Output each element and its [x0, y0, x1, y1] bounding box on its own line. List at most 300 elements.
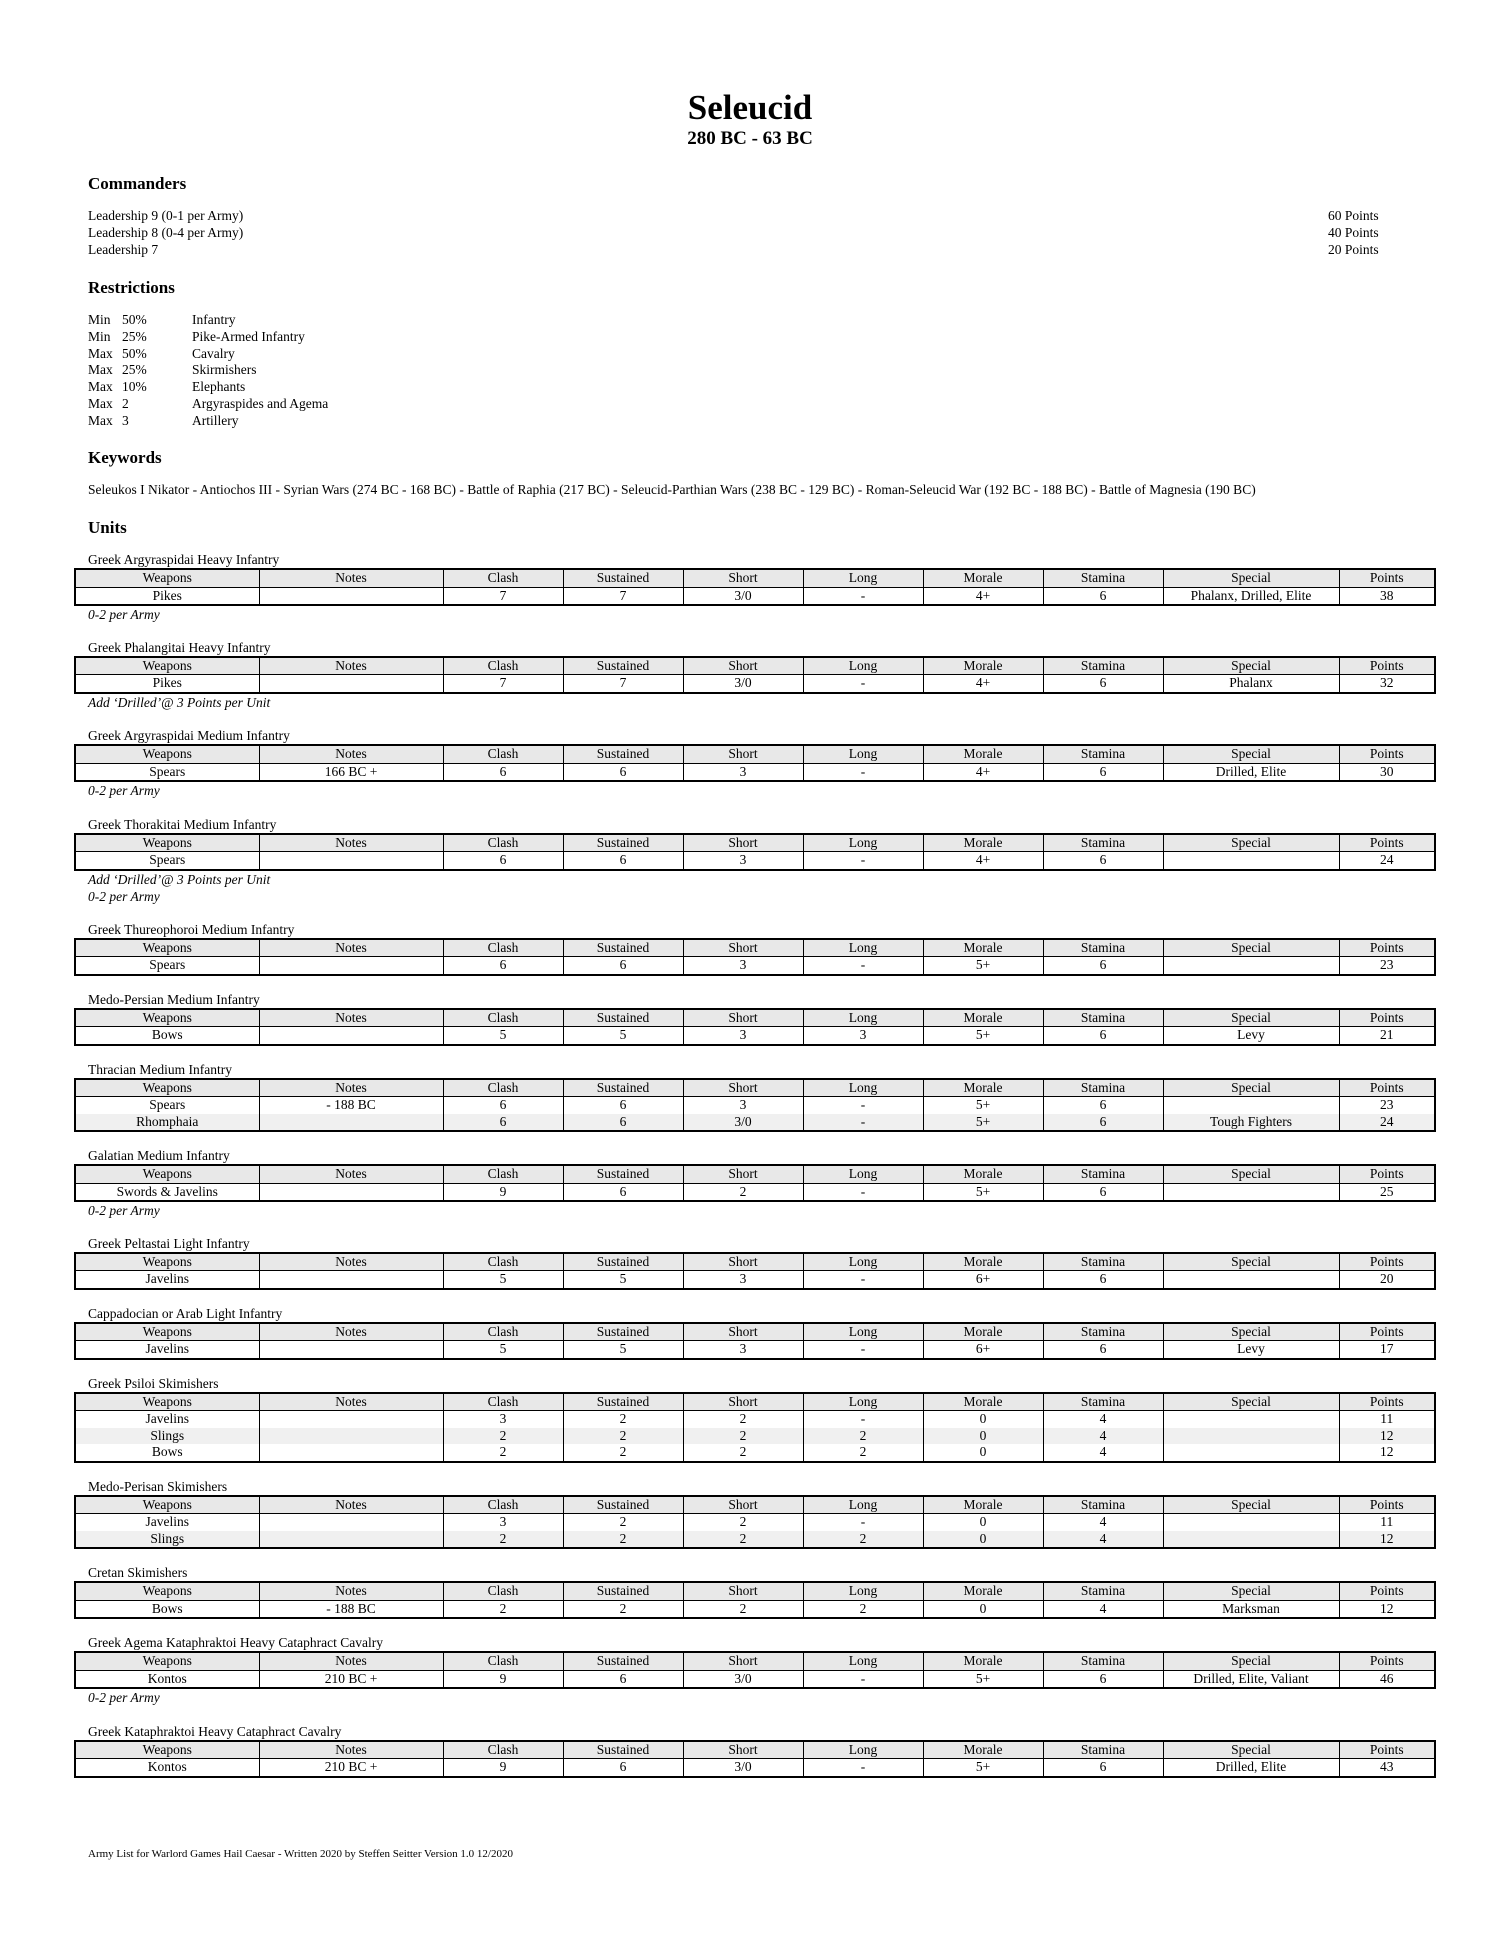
column-header: Notes	[259, 1496, 443, 1514]
column-header: Long	[803, 657, 923, 675]
unit-stats-table	[74, 938, 1436, 976]
table-cell: 3/0	[683, 587, 803, 605]
restriction-kind: Max	[88, 412, 113, 428]
table-cell: Rhomphaia	[75, 1114, 259, 1132]
column-header: Long	[803, 1582, 923, 1600]
table-cell: Kontos	[75, 1670, 259, 1688]
column-header: Clash	[443, 1393, 563, 1411]
column-header: Short	[683, 1582, 803, 1600]
table-cell: 7	[443, 675, 563, 693]
table-cell: 0	[923, 1428, 1043, 1445]
column-header: Sustained	[563, 745, 683, 763]
column-header: Notes	[259, 939, 443, 957]
column-header: Stamina	[1043, 745, 1163, 763]
keywords-heading: Keywords	[88, 448, 162, 467]
column-header: Sustained	[563, 1393, 683, 1411]
column-header: Points	[1339, 1079, 1435, 1097]
column-header: Points	[1339, 939, 1435, 957]
table-cell: 2	[563, 1444, 683, 1462]
table-row	[75, 1531, 1435, 1549]
column-header: Special	[1163, 745, 1339, 763]
column-header: Points	[1339, 569, 1435, 587]
column-header: Sustained	[563, 1079, 683, 1097]
table-cell: 3/0	[683, 1114, 803, 1132]
column-header: Morale	[923, 1652, 1043, 1670]
table-row	[75, 1411, 1435, 1428]
table-header-row	[75, 1496, 1435, 1514]
unit-block	[74, 1148, 1434, 1220]
column-header: Stamina	[1043, 1323, 1163, 1341]
unit-note: 0-2 per Army	[88, 1203, 160, 1218]
column-header: Clash	[443, 657, 563, 675]
restriction-kind: Min	[88, 312, 111, 327]
table-cell	[259, 1514, 443, 1531]
column-header: Clash	[443, 1496, 563, 1514]
table-cell: 3	[683, 1097, 803, 1114]
unit-note: Add ‘Drilled’@ 3 Points per Unit	[88, 694, 271, 710]
table-cell: 5+	[923, 1183, 1043, 1201]
table-cell	[1163, 1183, 1339, 1201]
column-header: Points	[1339, 1323, 1435, 1341]
table-cell: 3	[803, 1027, 923, 1045]
commander-row	[88, 225, 1398, 242]
table-cell	[259, 957, 443, 975]
column-header: Morale	[923, 939, 1043, 957]
table-cell: Spears	[75, 763, 259, 781]
column-header: Special	[1163, 569, 1339, 587]
column-header: Special	[1163, 657, 1339, 675]
column-header: Stamina	[1043, 1741, 1163, 1759]
table-cell: Phalanx	[1163, 675, 1339, 693]
column-header: Long	[803, 1496, 923, 1514]
column-header: Notes	[259, 1009, 443, 1027]
table-cell: -	[803, 1271, 923, 1289]
table-cell: 6	[563, 1183, 683, 1201]
column-header: Short	[683, 1652, 803, 1670]
column-header: Short	[683, 569, 803, 587]
column-header: Weapons	[75, 1323, 259, 1341]
column-header: Long	[803, 1165, 923, 1183]
column-header: Weapons	[75, 1496, 259, 1514]
unit-stats-table	[74, 1164, 1436, 1202]
column-header: Weapons	[75, 1253, 259, 1271]
column-header: Morale	[923, 745, 1043, 763]
table-row	[75, 1670, 1435, 1688]
table-cell: 2	[683, 1428, 803, 1445]
table-cell: - 188 BC	[259, 1097, 443, 1114]
unit-stats-table	[74, 1008, 1436, 1046]
unit-name: Greek Thureophoroi Medium Infantry	[88, 921, 295, 937]
table-header-row	[75, 1009, 1435, 1027]
column-header: Short	[683, 1079, 803, 1097]
column-header: Long	[803, 1393, 923, 1411]
table-cell: Levy	[1163, 1027, 1339, 1045]
unit-stats-table	[74, 568, 1436, 606]
restriction-what: Pike-Armed Infantry	[192, 328, 305, 344]
table-cell: 5+	[923, 957, 1043, 975]
units-list	[74, 552, 1434, 1778]
table-cell: 2	[563, 1428, 683, 1445]
table-cell: Kontos	[75, 1759, 259, 1777]
commander-label: Leadership 8 (0-4 per Army)	[88, 224, 244, 240]
table-cell: 11	[1339, 1514, 1435, 1531]
table-cell: -	[803, 1514, 923, 1531]
column-header: Stamina	[1043, 1079, 1163, 1097]
unit-note: 0-2 per Army	[88, 607, 160, 622]
table-cell	[1163, 852, 1339, 870]
restriction-row	[88, 396, 328, 413]
table-cell	[1163, 1411, 1339, 1428]
column-header: Morale	[923, 834, 1043, 852]
table-cell: 2	[683, 1600, 803, 1618]
table-cell: -	[803, 763, 923, 781]
table-row	[75, 1027, 1435, 1045]
table-cell: 6	[1043, 587, 1163, 605]
column-header: Morale	[923, 1393, 1043, 1411]
table-cell	[1163, 1428, 1339, 1445]
table-cell	[1163, 1097, 1339, 1114]
table-cell: 12	[1339, 1531, 1435, 1549]
unit-stats-table	[74, 1495, 1436, 1550]
table-header-row	[75, 1253, 1435, 1271]
table-header-row	[75, 1079, 1435, 1097]
table-cell: 3	[683, 852, 803, 870]
table-cell	[259, 587, 443, 605]
table-cell: 3	[683, 1341, 803, 1359]
column-header: Weapons	[75, 1393, 259, 1411]
table-cell: 2	[803, 1600, 923, 1618]
table-cell: 9	[443, 1759, 563, 1777]
table-cell: 6	[443, 1097, 563, 1114]
table-cell: 43	[1339, 1759, 1435, 1777]
table-cell: 12	[1339, 1444, 1435, 1462]
column-header: Short	[683, 1496, 803, 1514]
column-header: Weapons	[75, 834, 259, 852]
table-cell: 7	[563, 587, 683, 605]
column-header: Sustained	[563, 834, 683, 852]
table-cell: 0	[923, 1600, 1043, 1618]
column-header: Weapons	[75, 569, 259, 587]
column-header: Stamina	[1043, 1652, 1163, 1670]
column-header: Points	[1339, 1393, 1435, 1411]
commanders-list	[88, 208, 1398, 258]
table-cell: -	[803, 1411, 923, 1428]
table-row	[75, 1341, 1435, 1359]
table-cell: 6	[563, 1670, 683, 1688]
table-cell: 2	[683, 1444, 803, 1462]
table-cell: 6	[443, 1114, 563, 1132]
table-header-row	[75, 834, 1435, 852]
commander-row	[88, 242, 1398, 259]
restriction-row	[88, 329, 328, 346]
column-header: Clash	[443, 1253, 563, 1271]
table-cell: 4	[1043, 1514, 1163, 1531]
column-header: Special	[1163, 834, 1339, 852]
table-cell: 6	[1043, 1097, 1163, 1114]
table-cell: 5+	[923, 1027, 1043, 1045]
table-cell	[259, 1341, 443, 1359]
restriction-kind: Min	[88, 328, 111, 344]
table-cell: 210 BC +	[259, 1670, 443, 1688]
table-cell: 11	[1339, 1411, 1435, 1428]
column-header: Long	[803, 939, 923, 957]
column-header: Short	[683, 1741, 803, 1759]
table-cell	[259, 1271, 443, 1289]
column-header: Special	[1163, 1393, 1339, 1411]
table-cell: Drilled, Elite, Valiant	[1163, 1670, 1339, 1688]
table-cell	[259, 1531, 443, 1549]
column-header: Clash	[443, 1165, 563, 1183]
column-header: Stamina	[1043, 569, 1163, 587]
table-cell: Javelins	[75, 1514, 259, 1531]
table-cell: 210 BC +	[259, 1759, 443, 1777]
restrictions-list	[88, 312, 328, 430]
table-cell: 6	[1043, 763, 1163, 781]
table-cell: 6	[563, 1114, 683, 1132]
column-header: Special	[1163, 1323, 1339, 1341]
column-header: Morale	[923, 1165, 1043, 1183]
table-cell: 3/0	[683, 1759, 803, 1777]
column-header: Weapons	[75, 1079, 259, 1097]
table-cell: 6	[443, 957, 563, 975]
column-header: Clash	[443, 1652, 563, 1670]
column-header: Morale	[923, 1253, 1043, 1271]
unit-block	[74, 817, 1434, 906]
table-cell: 17	[1339, 1341, 1435, 1359]
table-cell: Swords & Javelins	[75, 1183, 259, 1201]
table-cell: -	[803, 675, 923, 693]
restriction-kind: Max	[88, 345, 113, 361]
column-header: Weapons	[75, 1009, 259, 1027]
column-header: Sustained	[563, 1652, 683, 1670]
table-cell: 4	[1043, 1428, 1163, 1445]
unit-note: 0-2 per Army	[88, 1690, 160, 1705]
table-cell: 6	[1043, 1341, 1163, 1359]
unit-stats-table	[74, 1651, 1436, 1689]
table-cell: Phalanx, Drilled, Elite	[1163, 587, 1339, 605]
restriction-what: Argyraspides and Agema	[192, 395, 329, 411]
table-cell: 7	[563, 675, 683, 693]
unit-stats-table	[74, 1581, 1436, 1619]
commander-points: 20 Points	[1328, 241, 1379, 257]
column-header: Special	[1163, 1253, 1339, 1271]
unit-name: Greek Thorakitai Medium Infantry	[88, 816, 277, 832]
unit-name: Greek Kataphraktoi Heavy Cataphract Cavalry	[88, 1723, 342, 1739]
table-row	[75, 1514, 1435, 1531]
unit-name: Cappadocian or Arab Light Infantry	[88, 1305, 283, 1321]
unit-stats-table	[74, 1392, 1436, 1463]
column-header: Morale	[923, 1323, 1043, 1341]
unit-stats-table	[74, 1740, 1436, 1778]
table-cell: 3	[443, 1514, 563, 1531]
table-cell: 5+	[923, 1114, 1043, 1132]
table-row	[75, 587, 1435, 605]
table-header-row	[75, 1323, 1435, 1341]
column-header: Short	[683, 1253, 803, 1271]
commander-points: 60 Points	[1328, 208, 1379, 223]
table-header-row	[75, 745, 1435, 763]
column-header: Points	[1339, 1496, 1435, 1514]
table-cell: 23	[1339, 957, 1435, 975]
table-cell: 4+	[923, 587, 1043, 605]
commander-points: 40 Points	[1328, 224, 1379, 240]
restriction-row	[88, 413, 328, 430]
column-header: Points	[1339, 657, 1435, 675]
restriction-value: 25%	[122, 362, 147, 378]
table-header-row	[75, 1582, 1435, 1600]
column-header: Special	[1163, 1079, 1339, 1097]
restriction-row	[88, 379, 328, 396]
column-header: Long	[803, 1323, 923, 1341]
unit-block	[74, 1479, 1434, 1550]
column-header: Notes	[259, 1253, 443, 1271]
column-header: Sustained	[563, 939, 683, 957]
unit-name: Greek Agema Kataphraktoi Heavy Cataphract Cavalry	[88, 1635, 384, 1650]
table-cell: 24	[1339, 852, 1435, 870]
column-header: Weapons	[75, 657, 259, 675]
column-header: Morale	[923, 1741, 1043, 1759]
column-header: Long	[803, 834, 923, 852]
column-header: Short	[683, 745, 803, 763]
unit-note: 0-2 per Army	[88, 783, 160, 798]
table-cell: Javelins	[75, 1271, 259, 1289]
table-cell: 9	[443, 1183, 563, 1201]
column-header: Morale	[923, 1079, 1043, 1097]
table-cell: Slings	[75, 1428, 259, 1445]
unit-stats-table	[74, 1322, 1436, 1360]
table-cell: 2	[443, 1444, 563, 1462]
column-header: Stamina	[1043, 1496, 1163, 1514]
table-cell: 20	[1339, 1271, 1435, 1289]
unit-block	[74, 1062, 1434, 1133]
column-header: Sustained	[563, 1496, 683, 1514]
table-cell: 2	[563, 1600, 683, 1618]
table-cell: Bows	[75, 1444, 259, 1462]
table-cell	[1163, 1444, 1339, 1462]
table-cell: 2	[443, 1428, 563, 1445]
column-header: Points	[1339, 745, 1435, 763]
table-cell: 6	[1043, 957, 1163, 975]
table-cell: Pikes	[75, 587, 259, 605]
column-header: Long	[803, 745, 923, 763]
table-cell: 32	[1339, 675, 1435, 693]
table-cell: 0	[923, 1531, 1043, 1549]
table-cell: 6	[563, 1759, 683, 1777]
restriction-what: Elephants	[192, 379, 246, 395]
table-cell	[259, 675, 443, 693]
table-cell: 6	[563, 957, 683, 975]
table-cell: -	[803, 957, 923, 975]
table-cell: 0	[923, 1514, 1043, 1531]
table-cell: 4	[1043, 1600, 1163, 1618]
unit-block	[74, 1635, 1434, 1707]
table-row	[75, 1097, 1435, 1114]
table-cell: Javelins	[75, 1411, 259, 1428]
restriction-value: 50%	[122, 345, 147, 361]
column-header: Weapons	[75, 1165, 259, 1183]
table-cell: 4+	[923, 763, 1043, 781]
column-header: Short	[683, 657, 803, 675]
restriction-what: Artillery	[192, 412, 239, 428]
table-cell: -	[803, 587, 923, 605]
unit-stats-table	[74, 656, 1436, 694]
column-header: Special	[1163, 1652, 1339, 1670]
table-cell: 46	[1339, 1670, 1435, 1688]
table-header-row	[75, 569, 1435, 587]
restriction-value: 3	[122, 412, 129, 428]
column-header: Special	[1163, 1582, 1339, 1600]
unit-block	[74, 1236, 1434, 1290]
column-header: Notes	[259, 569, 443, 587]
table-cell: 4	[1043, 1531, 1163, 1549]
table-cell: Pikes	[75, 675, 259, 693]
table-row	[75, 1271, 1435, 1289]
column-header: Clash	[443, 1323, 563, 1341]
table-cell	[1163, 957, 1339, 975]
column-header: Stamina	[1043, 1582, 1163, 1600]
column-header: Short	[683, 1009, 803, 1027]
table-cell: 3	[683, 763, 803, 781]
table-cell	[1163, 1514, 1339, 1531]
table-cell: 25	[1339, 1183, 1435, 1201]
table-cell: 3	[683, 1271, 803, 1289]
table-header-row	[75, 1165, 1435, 1183]
column-header: Clash	[443, 1009, 563, 1027]
column-header: Notes	[259, 1079, 443, 1097]
table-cell: 6	[443, 852, 563, 870]
column-header: Sustained	[563, 1009, 683, 1027]
column-header: Short	[683, 834, 803, 852]
restriction-what: Skirmishers	[192, 362, 257, 378]
table-cell: 6	[563, 1097, 683, 1114]
column-header: Notes	[259, 834, 443, 852]
table-cell: 4+	[923, 675, 1043, 693]
table-row	[75, 1428, 1435, 1445]
table-cell: -	[803, 1183, 923, 1201]
unit-name: Greek Phalangitai Heavy Infantry	[88, 639, 271, 655]
column-header: Weapons	[75, 1652, 259, 1670]
table-cell: Tough Fighters	[1163, 1114, 1339, 1132]
table-header-row	[75, 1652, 1435, 1670]
restriction-what: Cavalry	[192, 345, 235, 361]
restriction-value: 10%	[122, 379, 147, 395]
table-cell: 3/0	[683, 675, 803, 693]
column-header: Weapons	[75, 1741, 259, 1759]
unit-block	[74, 1724, 1434, 1778]
restrictions-heading: Restrictions	[88, 278, 175, 297]
column-header: Sustained	[563, 1323, 683, 1341]
table-row	[75, 1444, 1435, 1462]
unit-note: 0-2 per Army	[88, 889, 160, 904]
column-header: Stamina	[1043, 1393, 1163, 1411]
table-cell: Bows	[75, 1027, 259, 1045]
table-cell: 5	[563, 1271, 683, 1289]
table-cell: -	[803, 852, 923, 870]
column-header: Clash	[443, 834, 563, 852]
column-header: Notes	[259, 1652, 443, 1670]
table-cell: Spears	[75, 957, 259, 975]
table-cell: 2	[803, 1444, 923, 1462]
restriction-row	[88, 362, 328, 379]
column-header: Short	[683, 1323, 803, 1341]
page-subtitle: 280 BC - 63 BC	[687, 128, 813, 149]
unit-name: Greek Psiloi Skimishers	[88, 1375, 219, 1391]
column-header: Points	[1339, 1165, 1435, 1183]
table-cell: 21	[1339, 1027, 1435, 1045]
unit-name: Cretan Skimishers	[88, 1565, 188, 1580]
restriction-value: 2	[122, 395, 129, 411]
column-header: Notes	[259, 745, 443, 763]
